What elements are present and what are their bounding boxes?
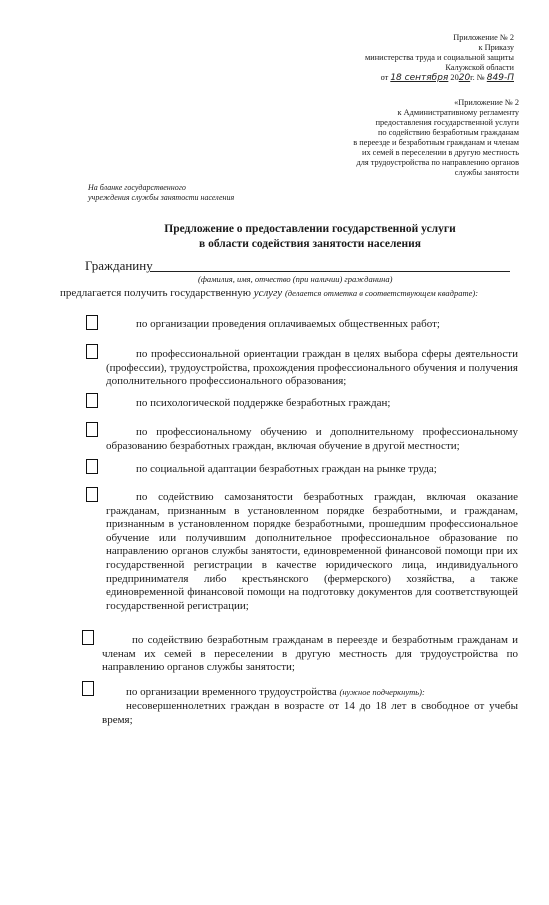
option-social-adaptation [106, 463, 518, 477]
option-temporary-employment [102, 686, 518, 700]
blank-note [88, 183, 234, 203]
handwritten-year: 20 [458, 73, 471, 83]
option-text: по профессиональной ориентации граждан в целях выбора сферы деятельности (профессии), трудоустройства, прохождения профессионального обучения и получения дополнительного профессионального образования; [106, 348, 518, 388]
regulation-line: для трудоустройства по направлению органов [356, 158, 519, 167]
sub-option-text: несовершеннолетних граждан в возрасте от 14 до 18 лет в свободное от учебы время; [102, 700, 518, 726]
regulation-line: по содействию безработным гражданам [377, 128, 519, 137]
document-title-line-1: Предложение о предоставлении государственной услуги [164, 223, 456, 235]
offer-service-word: услугу [253, 287, 283, 299]
regulation-line: «Приложение № 2 [454, 98, 519, 107]
regulation-line: их семей в переселении в другую местность [362, 148, 519, 157]
year-text: 20 [450, 73, 459, 82]
checkbox-psychological-support[interactable] [86, 393, 98, 408]
option-text: по профессиональному обучению и дополнительному профессиональному образованию безработных граждан, включая обучение в другой местности; [106, 426, 518, 452]
order-date-line [365, 73, 514, 83]
year-suffix: г. № [470, 73, 485, 82]
option-text: по содействию безработным гражданам в переезде и безработным гражданам и членам их семей в переселении в другую местность для трудоустройства по направлению органов службы занятости; [102, 634, 518, 674]
option-public-works [106, 318, 518, 332]
appendix-regulation-block [353, 98, 519, 178]
appendix-line: Калужской области [445, 63, 514, 72]
checkbox-career-guidance[interactable] [86, 344, 98, 359]
sub-option-minors [102, 700, 518, 727]
option-text: по организации проведения оплачиваемых общественных работ; [136, 318, 440, 330]
regulation-line: предоставления государственной услуги [375, 118, 519, 127]
offer-line [60, 287, 478, 299]
checkbox-self-employment[interactable] [86, 487, 98, 502]
checkbox-public-works[interactable] [86, 315, 98, 330]
document-title-line-2: в области содействия занятости населения [199, 238, 421, 250]
offer-hint: (делается отметка в соответствующем квадрате): [284, 288, 479, 298]
regulation-line: в переезде и безработным гражданам и членам [353, 138, 519, 147]
regulation-line: к Административному регламенту [397, 108, 519, 117]
handwritten-date: 18 сентября [390, 73, 449, 83]
blank-note-line: На бланке государственного [88, 183, 186, 192]
date-prefix: от [380, 73, 389, 82]
option-text: по содействию самозанятости безработных граждан, включая оказание гражданам, признанным в установленном порядке безработными, и гражданам, признанным в установленном порядке безработными, прошедшим профессиональное обучение или получившим дополнительное профессиональное образование по направлению органов службы занятости, единовременной финансовой помощи при их государственной регистрации в качестве юридического лица, индивидуального предпринимателя либо крестьянского (фермерского) хозяйства, а также единовременной финансовой помощи на подготовку документов для соответствующей государственной регистрации; [106, 491, 518, 612]
appendix-line: Приложение № 2 [453, 33, 514, 42]
option-self-employment [106, 491, 518, 613]
fio-hint: (фамилия, имя, отчество (при наличии) гражданина) [198, 274, 393, 284]
option-text: по организации временного трудоустройства [126, 686, 337, 698]
citizen-label: Гражданину [85, 258, 153, 273]
option-hint: (нужное подчеркнуть): [339, 687, 425, 697]
handwritten-number: 849-П [486, 73, 514, 83]
checkbox-relocation[interactable] [82, 630, 94, 645]
checkbox-professional-training[interactable] [86, 422, 98, 437]
blank-note-line: учреждения службы занятости населения [88, 193, 235, 202]
option-career-guidance [106, 348, 518, 389]
checkbox-temporary-employment[interactable] [82, 681, 94, 696]
option-relocation [102, 634, 518, 675]
option-text: по психологической поддержке безработных граждан; [136, 397, 391, 409]
option-text: по социальной адаптации безработных граждан на рынке труда; [136, 463, 437, 475]
option-psychological-support [106, 397, 518, 411]
checkbox-social-adaptation[interactable] [86, 459, 98, 474]
appendix-line: к Приказу [478, 43, 514, 52]
appendix-line: министерства труда и социальной защиты [365, 53, 514, 62]
citizen-name-field[interactable] [150, 271, 510, 272]
option-professional-training [106, 426, 518, 453]
regulation-line: службы занятости [454, 168, 519, 177]
offer-prefix: предлагается получить государственную [60, 287, 251, 299]
appendix-order-block [365, 33, 514, 83]
